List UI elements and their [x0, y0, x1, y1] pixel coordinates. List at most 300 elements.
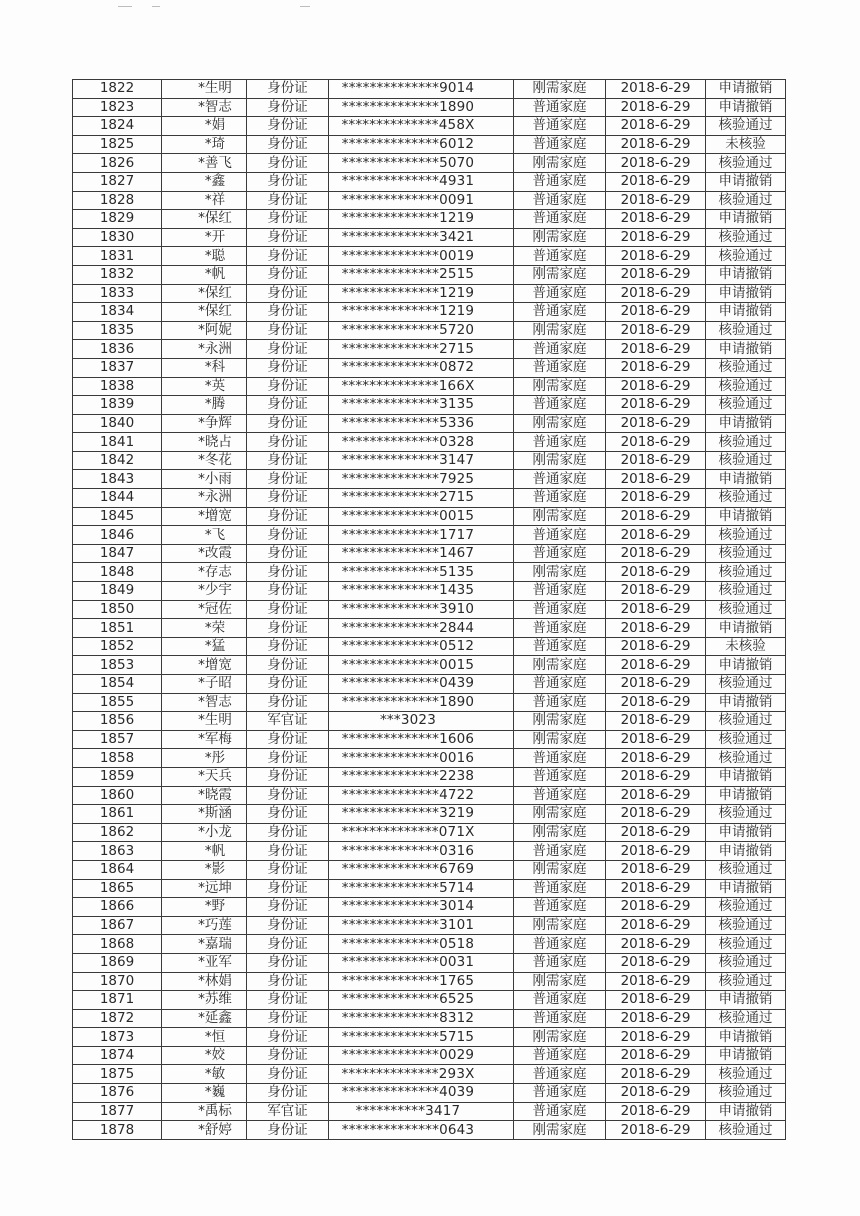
household-type-cell: 普通家庭 — [514, 693, 606, 712]
applicant-name-cell: *阿妮 — [162, 321, 247, 340]
household-type-cell: 刚需家庭 — [514, 860, 606, 879]
household-type-cell: 刚需家庭 — [514, 972, 606, 991]
table-row — [73, 637, 786, 656]
id-number-cell: **************6525 — [329, 991, 514, 1010]
status-cell: 申请撤销 — [706, 414, 786, 433]
id-number-cell: **********3417 — [329, 1102, 514, 1121]
row-number-cell: 1867 — [73, 916, 162, 935]
household-type-cell: 普通家庭 — [514, 172, 606, 191]
applicant-name-cell: *巍 — [162, 1084, 247, 1103]
table-row — [73, 842, 786, 861]
table-row — [73, 135, 786, 154]
date-cell: 2018-6-29 — [606, 470, 706, 489]
applicant-name-cell: *帆 — [162, 265, 247, 284]
table-row — [73, 340, 786, 359]
id-type-cell: 身份证 — [247, 247, 329, 266]
household-type-cell: 刚需家庭 — [514, 265, 606, 284]
applicant-name-cell: *晓占 — [162, 433, 247, 452]
id-number-cell: **************1890 — [329, 98, 514, 117]
status-cell: 申请撤销 — [706, 619, 786, 638]
household-type-cell: 刚需家庭 — [514, 228, 606, 247]
row-number-cell: 1843 — [73, 470, 162, 489]
id-number-cell: **************1890 — [329, 693, 514, 712]
date-cell: 2018-6-29 — [606, 433, 706, 452]
table-row — [73, 80, 786, 99]
date-cell: 2018-6-29 — [606, 693, 706, 712]
household-type-cell: 刚需家庭 — [514, 916, 606, 935]
status-cell: 未核验 — [706, 637, 786, 656]
date-cell: 2018-6-29 — [606, 1121, 706, 1140]
status-cell: 申请撤销 — [706, 879, 786, 898]
household-type-cell: 普通家庭 — [514, 470, 606, 489]
table-row — [73, 991, 786, 1010]
date-cell: 2018-6-29 — [606, 916, 706, 935]
date-cell: 2018-6-29 — [606, 507, 706, 526]
id-type-cell: 身份证 — [247, 805, 329, 824]
row-number-cell: 1841 — [73, 433, 162, 452]
date-cell: 2018-6-29 — [606, 1046, 706, 1065]
status-cell: 核验通过 — [706, 117, 786, 136]
household-type-cell: 刚需家庭 — [514, 154, 606, 173]
id-number-cell: **************0019 — [329, 247, 514, 266]
status-cell: 申请撤销 — [706, 1046, 786, 1065]
applicant-name-cell: *舒婷 — [162, 1121, 247, 1140]
status-cell: 核验通过 — [706, 228, 786, 247]
applicant-name-cell: *军梅 — [162, 730, 247, 749]
applicant-name-cell: *增宽 — [162, 656, 247, 675]
id-type-cell: 身份证 — [247, 284, 329, 303]
date-cell: 2018-6-29 — [606, 786, 706, 805]
records-table — [72, 79, 786, 1140]
id-type-cell: 身份证 — [247, 767, 329, 786]
row-number-cell: 1832 — [73, 265, 162, 284]
household-type-cell: 刚需家庭 — [514, 730, 606, 749]
date-cell: 2018-6-29 — [606, 1028, 706, 1047]
date-cell: 2018-6-29 — [606, 656, 706, 675]
date-cell: 2018-6-29 — [606, 842, 706, 861]
date-cell: 2018-6-29 — [606, 563, 706, 582]
status-cell: 核验通过 — [706, 935, 786, 954]
status-cell: 核验通过 — [706, 972, 786, 991]
table-row — [73, 1028, 786, 1047]
id-number-cell: **************071X — [329, 823, 514, 842]
id-number-cell: **************1219 — [329, 210, 514, 229]
household-type-cell: 普通家庭 — [514, 135, 606, 154]
row-number-cell: 1830 — [73, 228, 162, 247]
id-type-cell: 身份证 — [247, 154, 329, 173]
applicant-name-cell: *鑫 — [162, 172, 247, 191]
table-row — [73, 470, 786, 489]
household-type-cell: 普通家庭 — [514, 675, 606, 694]
id-type-cell: 身份证 — [247, 619, 329, 638]
applicant-name-cell: *姣 — [162, 1046, 247, 1065]
table-row — [73, 656, 786, 675]
id-number-cell: **************8312 — [329, 1009, 514, 1028]
row-number-cell: 1833 — [73, 284, 162, 303]
household-type-cell: 普通家庭 — [514, 284, 606, 303]
household-type-cell: 普通家庭 — [514, 210, 606, 229]
status-cell: 申请撤销 — [706, 693, 786, 712]
id-number-cell: **************0328 — [329, 433, 514, 452]
applicant-name-cell: *晓霞 — [162, 786, 247, 805]
id-type-cell: 身份证 — [247, 265, 329, 284]
id-type-cell: 身份证 — [247, 786, 329, 805]
status-cell: 核验通过 — [706, 730, 786, 749]
id-type-cell: 身份证 — [247, 860, 329, 879]
id-number-cell: **************1219 — [329, 303, 514, 322]
row-number-cell: 1872 — [73, 1009, 162, 1028]
applicant-name-cell: *冬花 — [162, 451, 247, 470]
applicant-name-cell: *远坤 — [162, 879, 247, 898]
date-cell: 2018-6-29 — [606, 898, 706, 917]
date-cell: 2018-6-29 — [606, 879, 706, 898]
date-cell: 2018-6-29 — [606, 1084, 706, 1103]
applicant-name-cell: *保红 — [162, 210, 247, 229]
id-number-cell: **************3421 — [329, 228, 514, 247]
table-row — [73, 693, 786, 712]
row-number-cell: 1822 — [73, 80, 162, 99]
household-type-cell: 刚需家庭 — [514, 823, 606, 842]
row-number-cell: 1862 — [73, 823, 162, 842]
id-type-cell: 身份证 — [247, 1121, 329, 1140]
id-number-cell: **************5714 — [329, 879, 514, 898]
household-type-cell: 刚需家庭 — [514, 507, 606, 526]
table-row — [73, 172, 786, 191]
table-row — [73, 210, 786, 229]
id-number-cell: **************2715 — [329, 489, 514, 508]
id-type-cell: 身份证 — [247, 1065, 329, 1084]
household-type-cell: 普通家庭 — [514, 1065, 606, 1084]
date-cell: 2018-6-29 — [606, 544, 706, 563]
applicant-name-cell: *智志 — [162, 693, 247, 712]
household-type-cell: 普通家庭 — [514, 358, 606, 377]
id-type-cell: 身份证 — [247, 98, 329, 117]
id-type-cell: 身份证 — [247, 600, 329, 619]
table-row — [73, 619, 786, 638]
table-row — [73, 321, 786, 340]
date-cell: 2018-6-29 — [606, 526, 706, 545]
row-number-cell: 1856 — [73, 712, 162, 731]
id-number-cell: **************4931 — [329, 172, 514, 191]
table-row — [73, 247, 786, 266]
status-cell: 申请撤销 — [706, 991, 786, 1010]
household-type-cell: 刚需家庭 — [514, 80, 606, 99]
household-type-cell: 普通家庭 — [514, 340, 606, 359]
row-number-cell: 1857 — [73, 730, 162, 749]
id-number-cell: **************1717 — [329, 526, 514, 545]
id-type-cell: 身份证 — [247, 377, 329, 396]
row-number-cell: 1859 — [73, 767, 162, 786]
household-type-cell: 普通家庭 — [514, 898, 606, 917]
applicant-name-cell: *小雨 — [162, 470, 247, 489]
status-cell: 申请撤销 — [706, 80, 786, 99]
row-number-cell: 1866 — [73, 898, 162, 917]
household-type-cell: 普通家庭 — [514, 433, 606, 452]
table-row — [73, 1065, 786, 1084]
date-cell: 2018-6-29 — [606, 1009, 706, 1028]
id-type-cell: 身份证 — [247, 414, 329, 433]
id-type-cell: 身份证 — [247, 730, 329, 749]
id-type-cell: 身份证 — [247, 898, 329, 917]
status-cell: 核验通过 — [706, 526, 786, 545]
row-number-cell: 1863 — [73, 842, 162, 861]
applicant-name-cell: *腾 — [162, 396, 247, 415]
status-cell: 申请撤销 — [706, 265, 786, 284]
date-cell: 2018-6-29 — [606, 953, 706, 972]
id-type-cell: 身份证 — [247, 563, 329, 582]
status-cell: 核验通过 — [706, 1009, 786, 1028]
status-cell: 核验通过 — [706, 154, 786, 173]
household-type-cell: 普通家庭 — [514, 1084, 606, 1103]
date-cell: 2018-6-29 — [606, 582, 706, 601]
id-number-cell: **************0029 — [329, 1046, 514, 1065]
status-cell: 申请撤销 — [706, 303, 786, 322]
date-cell: 2018-6-29 — [606, 1102, 706, 1121]
status-cell: 核验通过 — [706, 433, 786, 452]
row-number-cell: 1834 — [73, 303, 162, 322]
table-row — [73, 1046, 786, 1065]
row-number-cell: 1837 — [73, 358, 162, 377]
table-row — [73, 823, 786, 842]
id-type-cell: 身份证 — [247, 582, 329, 601]
row-number-cell: 1871 — [73, 991, 162, 1010]
date-cell: 2018-6-29 — [606, 935, 706, 954]
applicant-name-cell: *永洲 — [162, 489, 247, 508]
status-cell: 核验通过 — [706, 953, 786, 972]
status-cell: 核验通过 — [706, 358, 786, 377]
row-number-cell: 1874 — [73, 1046, 162, 1065]
id-number-cell: **************2715 — [329, 340, 514, 359]
status-cell: 核验通过 — [706, 489, 786, 508]
id-number-cell: **************5070 — [329, 154, 514, 173]
status-cell: 核验通过 — [706, 247, 786, 266]
applicant-name-cell: *林娟 — [162, 972, 247, 991]
table-row — [73, 879, 786, 898]
status-cell: 核验通过 — [706, 860, 786, 879]
row-number-cell: 1844 — [73, 489, 162, 508]
applicant-name-cell: *斯涵 — [162, 805, 247, 824]
applicant-name-cell: *猛 — [162, 637, 247, 656]
applicant-name-cell: *禹标 — [162, 1102, 247, 1121]
table-row — [73, 675, 786, 694]
applicant-name-cell: *开 — [162, 228, 247, 247]
id-number-cell: **************6769 — [329, 860, 514, 879]
table-row — [73, 730, 786, 749]
household-type-cell: 普通家庭 — [514, 1102, 606, 1121]
id-type-cell: 身份证 — [247, 656, 329, 675]
id-type-cell: 身份证 — [247, 675, 329, 694]
id-type-cell: 身份证 — [247, 172, 329, 191]
date-cell: 2018-6-29 — [606, 303, 706, 322]
status-cell: 申请撤销 — [706, 340, 786, 359]
row-number-cell: 1870 — [73, 972, 162, 991]
id-number-cell: **************3910 — [329, 600, 514, 619]
table-row — [73, 1009, 786, 1028]
id-type-cell: 军官证 — [247, 712, 329, 731]
applicant-name-cell: *亚军 — [162, 953, 247, 972]
date-cell: 2018-6-29 — [606, 340, 706, 359]
id-number-cell: **************5720 — [329, 321, 514, 340]
id-type-cell: 身份证 — [247, 544, 329, 563]
applicant-name-cell: *小龙 — [162, 823, 247, 842]
table-row — [73, 935, 786, 954]
row-number-cell: 1853 — [73, 656, 162, 675]
household-type-cell: 刚需家庭 — [514, 451, 606, 470]
household-type-cell: 刚需家庭 — [514, 656, 606, 675]
id-number-cell: **************9014 — [329, 80, 514, 99]
id-number-cell: **************1435 — [329, 582, 514, 601]
household-type-cell: 刚需家庭 — [514, 1121, 606, 1140]
status-cell: 申请撤销 — [706, 786, 786, 805]
applicant-name-cell: *争辉 — [162, 414, 247, 433]
status-cell: 申请撤销 — [706, 656, 786, 675]
status-cell: 申请撤销 — [706, 823, 786, 842]
id-number-cell: **************0091 — [329, 191, 514, 210]
applicant-name-cell: *聪 — [162, 247, 247, 266]
status-cell: 申请撤销 — [706, 98, 786, 117]
status-cell: 核验通过 — [706, 749, 786, 768]
id-number-cell: **************5336 — [329, 414, 514, 433]
row-number-cell: 1860 — [73, 786, 162, 805]
id-number-cell: **************4039 — [329, 1084, 514, 1103]
date-cell: 2018-6-29 — [606, 98, 706, 117]
status-cell: 核验通过 — [706, 1084, 786, 1103]
table-row — [73, 544, 786, 563]
row-number-cell: 1839 — [73, 396, 162, 415]
row-number-cell: 1823 — [73, 98, 162, 117]
status-cell: 核验通过 — [706, 916, 786, 935]
household-type-cell: 刚需家庭 — [514, 712, 606, 731]
row-number-cell: 1836 — [73, 340, 162, 359]
household-type-cell: 普通家庭 — [514, 582, 606, 601]
scan-mark — [152, 6, 160, 7]
row-number-cell: 1869 — [73, 953, 162, 972]
date-cell: 2018-6-29 — [606, 712, 706, 731]
household-type-cell: 刚需家庭 — [514, 414, 606, 433]
applicant-name-cell: *野 — [162, 898, 247, 917]
id-type-cell: 身份证 — [247, 526, 329, 545]
applicant-name-cell: *娟 — [162, 117, 247, 136]
id-type-cell: 军官证 — [247, 1102, 329, 1121]
id-type-cell: 身份证 — [247, 191, 329, 210]
table-row — [73, 767, 786, 786]
row-number-cell: 1846 — [73, 526, 162, 545]
id-type-cell: 身份证 — [247, 916, 329, 935]
date-cell: 2018-6-29 — [606, 377, 706, 396]
id-number-cell: **************0439 — [329, 675, 514, 694]
row-number-cell: 1847 — [73, 544, 162, 563]
table-row — [73, 98, 786, 117]
table-row — [73, 1121, 786, 1140]
applicant-name-cell: *保红 — [162, 284, 247, 303]
id-number-cell: **************0518 — [329, 935, 514, 954]
id-type-cell: 身份证 — [247, 470, 329, 489]
applicant-name-cell: *荣 — [162, 619, 247, 638]
applicant-name-cell: *冠佐 — [162, 600, 247, 619]
scan-mark — [118, 6, 132, 7]
table-row — [73, 396, 786, 415]
applicant-name-cell: *改霞 — [162, 544, 247, 563]
id-number-cell: **************0031 — [329, 953, 514, 972]
household-type-cell: 普通家庭 — [514, 98, 606, 117]
household-type-cell: 普通家庭 — [514, 749, 606, 768]
id-type-cell: 身份证 — [247, 953, 329, 972]
date-cell: 2018-6-29 — [606, 247, 706, 266]
applicant-name-cell: *敏 — [162, 1065, 247, 1084]
row-number-cell: 1838 — [73, 377, 162, 396]
applicant-name-cell: *影 — [162, 860, 247, 879]
row-number-cell: 1855 — [73, 693, 162, 712]
applicant-name-cell: *存志 — [162, 563, 247, 582]
status-cell: 申请撤销 — [706, 172, 786, 191]
id-type-cell: 身份证 — [247, 823, 329, 842]
status-cell: 申请撤销 — [706, 1102, 786, 1121]
household-type-cell: 刚需家庭 — [514, 377, 606, 396]
date-cell: 2018-6-29 — [606, 228, 706, 247]
status-cell: 核验通过 — [706, 712, 786, 731]
status-cell: 核验通过 — [706, 451, 786, 470]
date-cell: 2018-6-29 — [606, 600, 706, 619]
table-row — [73, 284, 786, 303]
row-number-cell: 1850 — [73, 600, 162, 619]
row-number-cell: 1831 — [73, 247, 162, 266]
date-cell: 2018-6-29 — [606, 191, 706, 210]
applicant-name-cell: *保红 — [162, 303, 247, 322]
row-number-cell: 1845 — [73, 507, 162, 526]
table-row — [73, 712, 786, 731]
status-cell: 申请撤销 — [706, 470, 786, 489]
date-cell: 2018-6-29 — [606, 451, 706, 470]
household-type-cell: 刚需家庭 — [514, 563, 606, 582]
date-cell: 2018-6-29 — [606, 358, 706, 377]
row-number-cell: 1852 — [73, 637, 162, 656]
row-number-cell: 1854 — [73, 675, 162, 694]
applicant-name-cell: *祥 — [162, 191, 247, 210]
date-cell: 2018-6-29 — [606, 805, 706, 824]
id-type-cell: 身份证 — [247, 340, 329, 359]
household-type-cell: 普通家庭 — [514, 396, 606, 415]
table-row — [73, 451, 786, 470]
date-cell: 2018-6-29 — [606, 210, 706, 229]
household-type-cell: 普通家庭 — [514, 489, 606, 508]
status-cell: 核验通过 — [706, 396, 786, 415]
id-type-cell: 身份证 — [247, 321, 329, 340]
id-number-cell: **************1467 — [329, 544, 514, 563]
scan-mark — [300, 6, 310, 7]
row-number-cell: 1875 — [73, 1065, 162, 1084]
row-number-cell: 1824 — [73, 117, 162, 136]
household-type-cell: 普通家庭 — [514, 935, 606, 954]
date-cell: 2018-6-29 — [606, 749, 706, 768]
applicant-name-cell: *善飞 — [162, 154, 247, 173]
household-type-cell: 普通家庭 — [514, 953, 606, 972]
id-number-cell: **************3101 — [329, 916, 514, 935]
table-row — [73, 228, 786, 247]
status-cell: 申请撤销 — [706, 507, 786, 526]
status-cell: 核验通过 — [706, 805, 786, 824]
table-row — [73, 563, 786, 582]
id-number-cell: **************293X — [329, 1065, 514, 1084]
table-row — [73, 265, 786, 284]
date-cell: 2018-6-29 — [606, 117, 706, 136]
table-row — [73, 972, 786, 991]
date-cell: 2018-6-29 — [606, 823, 706, 842]
table-row — [73, 582, 786, 601]
id-type-cell: 身份证 — [247, 879, 329, 898]
household-type-cell: 普通家庭 — [514, 842, 606, 861]
row-number-cell: 1848 — [73, 563, 162, 582]
household-type-cell: 普通家庭 — [514, 191, 606, 210]
